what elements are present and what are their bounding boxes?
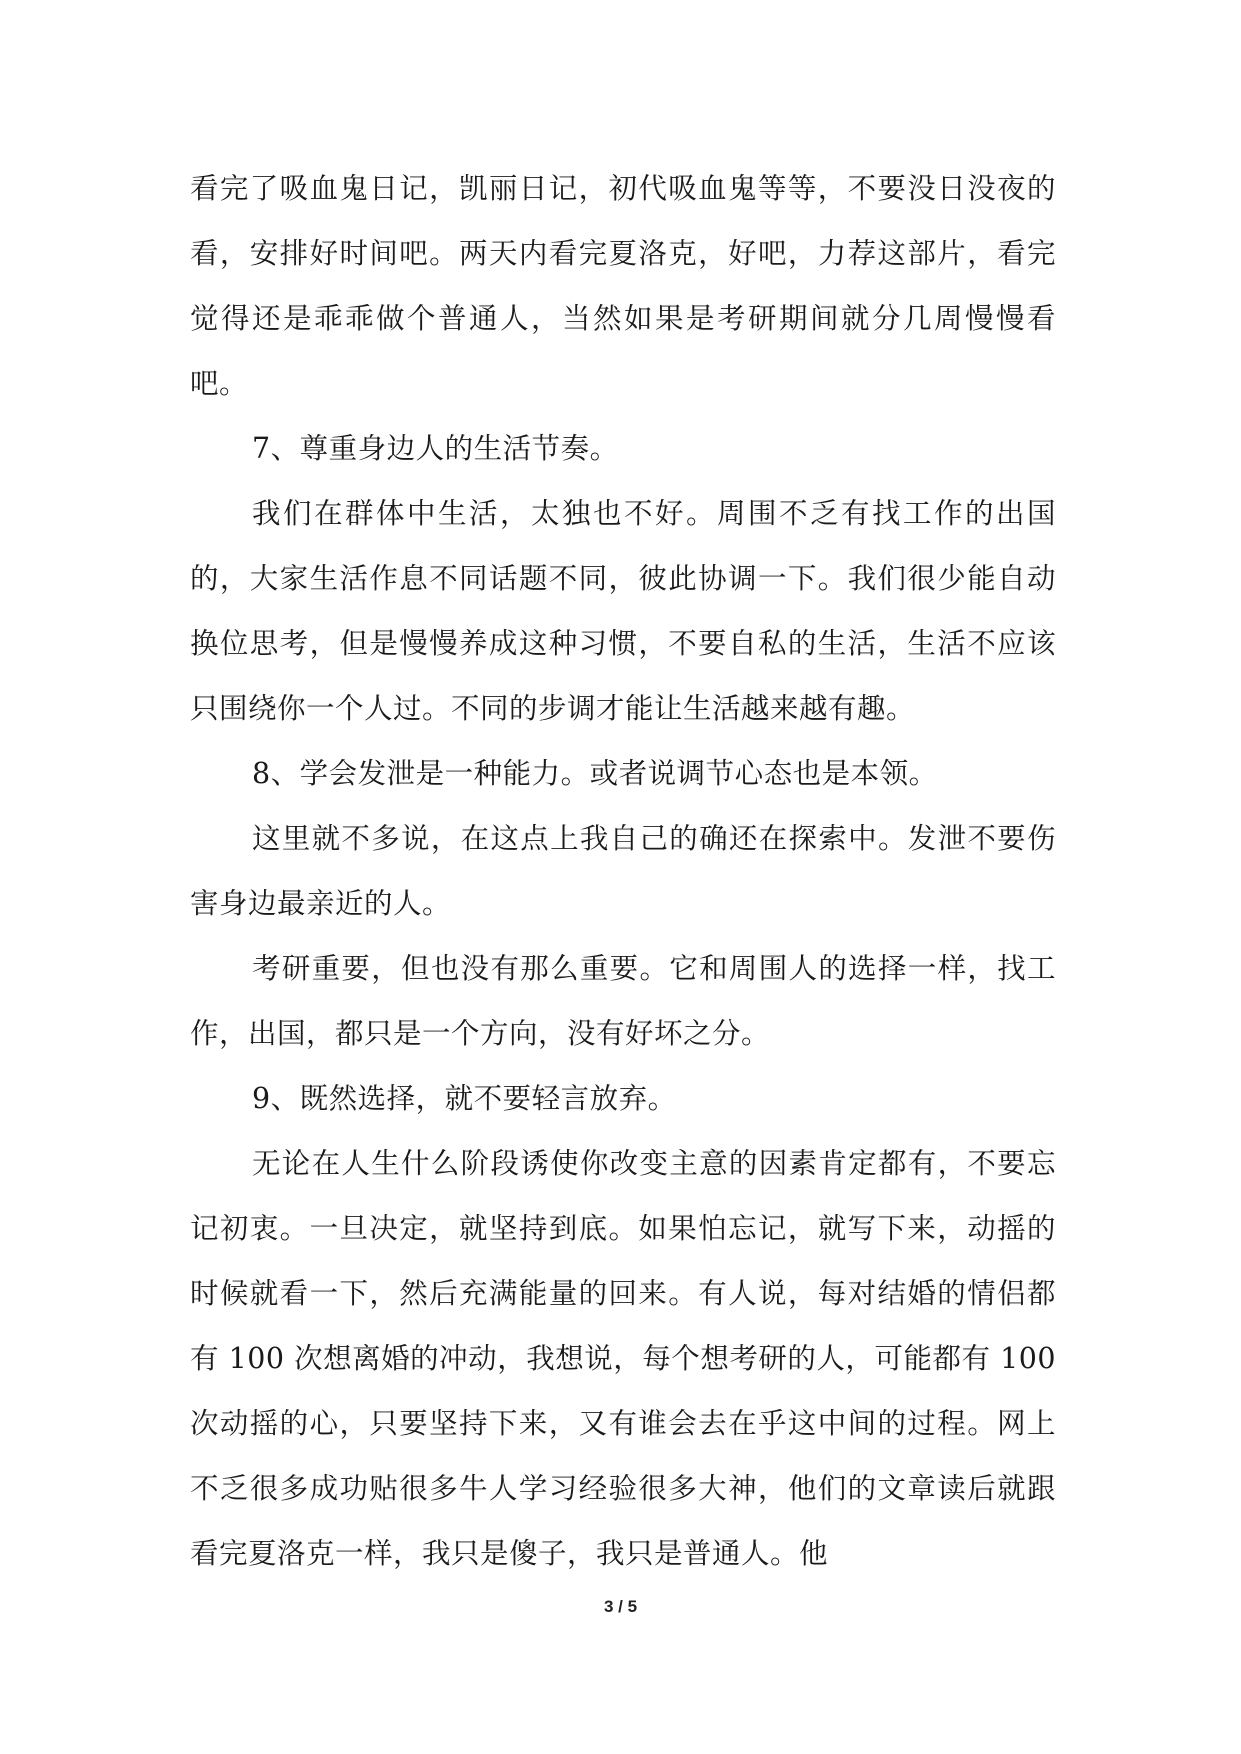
document-body <box>190 156 1056 1586</box>
paragraph-2: 我们在群体中生活，太独也不好。周围不乏有找工作的出国的，大家生活作息不同话题不同，彼此协调一下。我们很少能自动换位思考，但是慢慢养成这种习惯，不要自私的生活，生活不应该只围绕你一个人过。不同的步调才能让生活越来越有趣。 <box>190 497 1056 725</box>
page-number: 3 / 5 <box>603 1597 638 1616</box>
heading-item-8: 8、学会发泄是一种能力。或者说调节心态也是本领。 <box>252 757 938 790</box>
heading-item-7: 7、尊重身边人的生活节奏。 <box>252 432 619 465</box>
paragraph-5: 无论在人生什么阶段诱使你改变主意的因素肯定都有，不要忘记初衷。一旦决定，就坚持到底。如果怕忘记，就写下来，动摇的时候就看一下，然后充满能量的回来。有人说，每对结婚的情侣都有 100 次想离婚的冲动，我想说，每个想考研的人，可能都有 100 次动摇的心，只要坚持下来，又有谁会去在乎这中间的过程。网上不乏很多成功贴很多牛人学习经验很多大神，他们的文章读后就跟看完夏洛克一样，我只是傻子，我只是普通人。他 <box>190 1147 1056 1570</box>
paragraph-4: 考研重要，但也没有那么重要。它和周围人的选择一样，找工作，出国，都只是一个方向，没有好坏之分。 <box>190 952 1056 1050</box>
paragraph-3: 这里就不多说，在这点上我自己的确还在探索中。发泄不要伤害身边最亲近的人。 <box>190 822 1056 920</box>
paragraph-1: 看完了吸血鬼日记，凯丽日记，初代吸血鬼等等，不要没日没夜的看，安排好时间吧。两天内看完夏洛克，好吧，力荐这部片，看完觉得还是乖乖做个普通人，当然如果是考研期间就分几周慢慢看吧。 <box>190 172 1056 400</box>
heading-item-9: 9、既然选择，就不要轻言放弃。 <box>252 1082 677 1115</box>
